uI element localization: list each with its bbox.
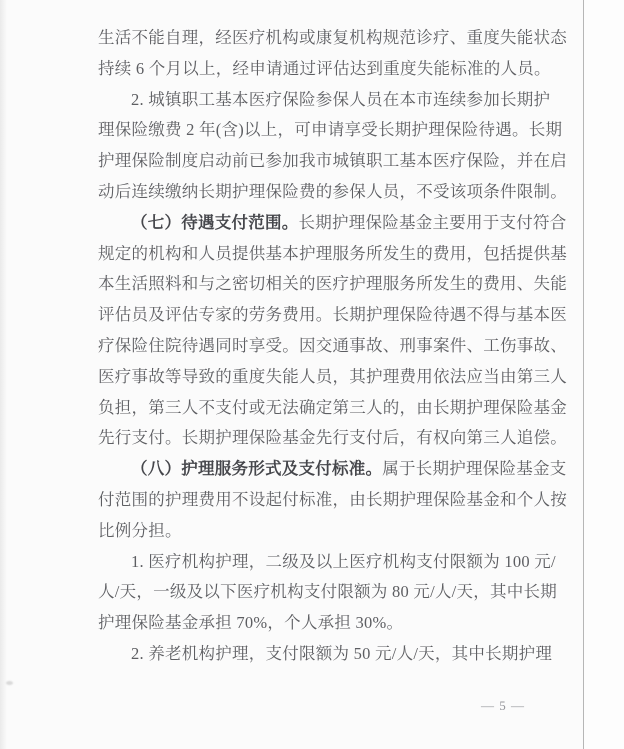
text-line — [98, 300, 570, 331]
text-line — [98, 608, 570, 639]
text-line — [98, 269, 570, 300]
line-text: 2. 养老机构护理，支付限额为 50 元/人/天，其中长期护理 — [131, 643, 553, 663]
line-text: 属于长期护理保险基金支 — [382, 459, 567, 479]
text-line — [98, 239, 570, 270]
line-text: 本生活照料和与之密切相关的医疗护理服务所发生的费用、失能 — [98, 274, 567, 294]
scan-left-shadow — [0, 0, 7, 749]
text-line — [98, 577, 570, 608]
scan-smudge-mark — [6, 681, 13, 685]
line-text: 1. 医疗机构护理，二级及以上医疗机构支付限额为 100 元/ — [131, 551, 556, 571]
text-line — [98, 331, 570, 362]
line-text: 护理保险基金承担 70%，个人承担 30%。 — [98, 613, 404, 633]
page-edge-line — [583, 0, 584, 749]
text-line — [98, 146, 570, 177]
line-text: 比例分担。 — [98, 520, 182, 540]
document-body — [98, 23, 570, 670]
list-item-2 — [98, 639, 570, 670]
line-text: 先行支付。长期护理保险基金先行支付后，有权向第三人追偿。 — [98, 428, 567, 448]
line-bold-segment: （八）护理服务形式及支付标准。 — [131, 459, 383, 479]
text-line — [98, 54, 570, 85]
text-line — [98, 115, 570, 146]
text-line — [98, 23, 570, 54]
line-text: 人/天，一级及以下医疗机构支付限额为 80 元/人/天，其中长期 — [98, 582, 558, 602]
line-text: 负担，第三人不支付或无法确定第三人的，由长期护理保险基金 — [98, 397, 567, 417]
line-text: 规定的机构和人员提供基本护理服务所发生的费用，包括提供基 — [98, 243, 567, 263]
page-number: — 5 — — [481, 698, 525, 713]
text-line — [98, 362, 570, 393]
line-text: 理保险缴费 2 年(含)以上，可申请享受长期护理保险待遇。长期 — [98, 120, 563, 140]
line-text: 动后连续缴纳长期护理保险费的参保人员，不受该项条件限制。 — [98, 181, 567, 201]
section-heading-7 — [98, 208, 570, 239]
text-line — [98, 85, 570, 116]
line-text: 疗保险住院待遇同时享受。因交通事故、刑事案件、工伤事故、 — [98, 335, 567, 355]
line-text: 护理保险制度启动前已参加我市城镇职工基本医疗保险，并在启 — [98, 151, 567, 171]
text-line — [98, 423, 570, 454]
text-line — [98, 516, 570, 547]
text-line — [98, 485, 570, 516]
line-text: 付范围的护理费用不设起付标准，由长期护理保险基金和个人按 — [98, 489, 567, 509]
line-text: 2. 城镇职工基本医疗保险参保人员在本市连续参加长期护 — [131, 89, 551, 109]
text-line — [98, 393, 570, 424]
line-text: 评估员及评估专家的劳务费用。长期护理保险待遇不得与基本医 — [98, 305, 567, 325]
line-text: 生活不能自理，经医疗机构或康复机构规范诊疗、重度失能状态 — [98, 28, 567, 47]
list-item-1 — [98, 547, 570, 578]
section-heading-8 — [98, 454, 570, 485]
scan-right-margin — [584, 0, 624, 749]
text-line — [98, 177, 570, 208]
line-bold-segment: （七）待遇支付范围。 — [131, 212, 299, 232]
line-text: 持续 6 个月以上，经申请通过评估达到重度失能标准的人员。 — [98, 58, 551, 78]
line-text: 长期护理保险基金主要用于支付符合 — [298, 212, 567, 232]
line-text: 医疗事故等导致的重度失能人员，其护理费用依法应当由第三人 — [98, 366, 567, 386]
